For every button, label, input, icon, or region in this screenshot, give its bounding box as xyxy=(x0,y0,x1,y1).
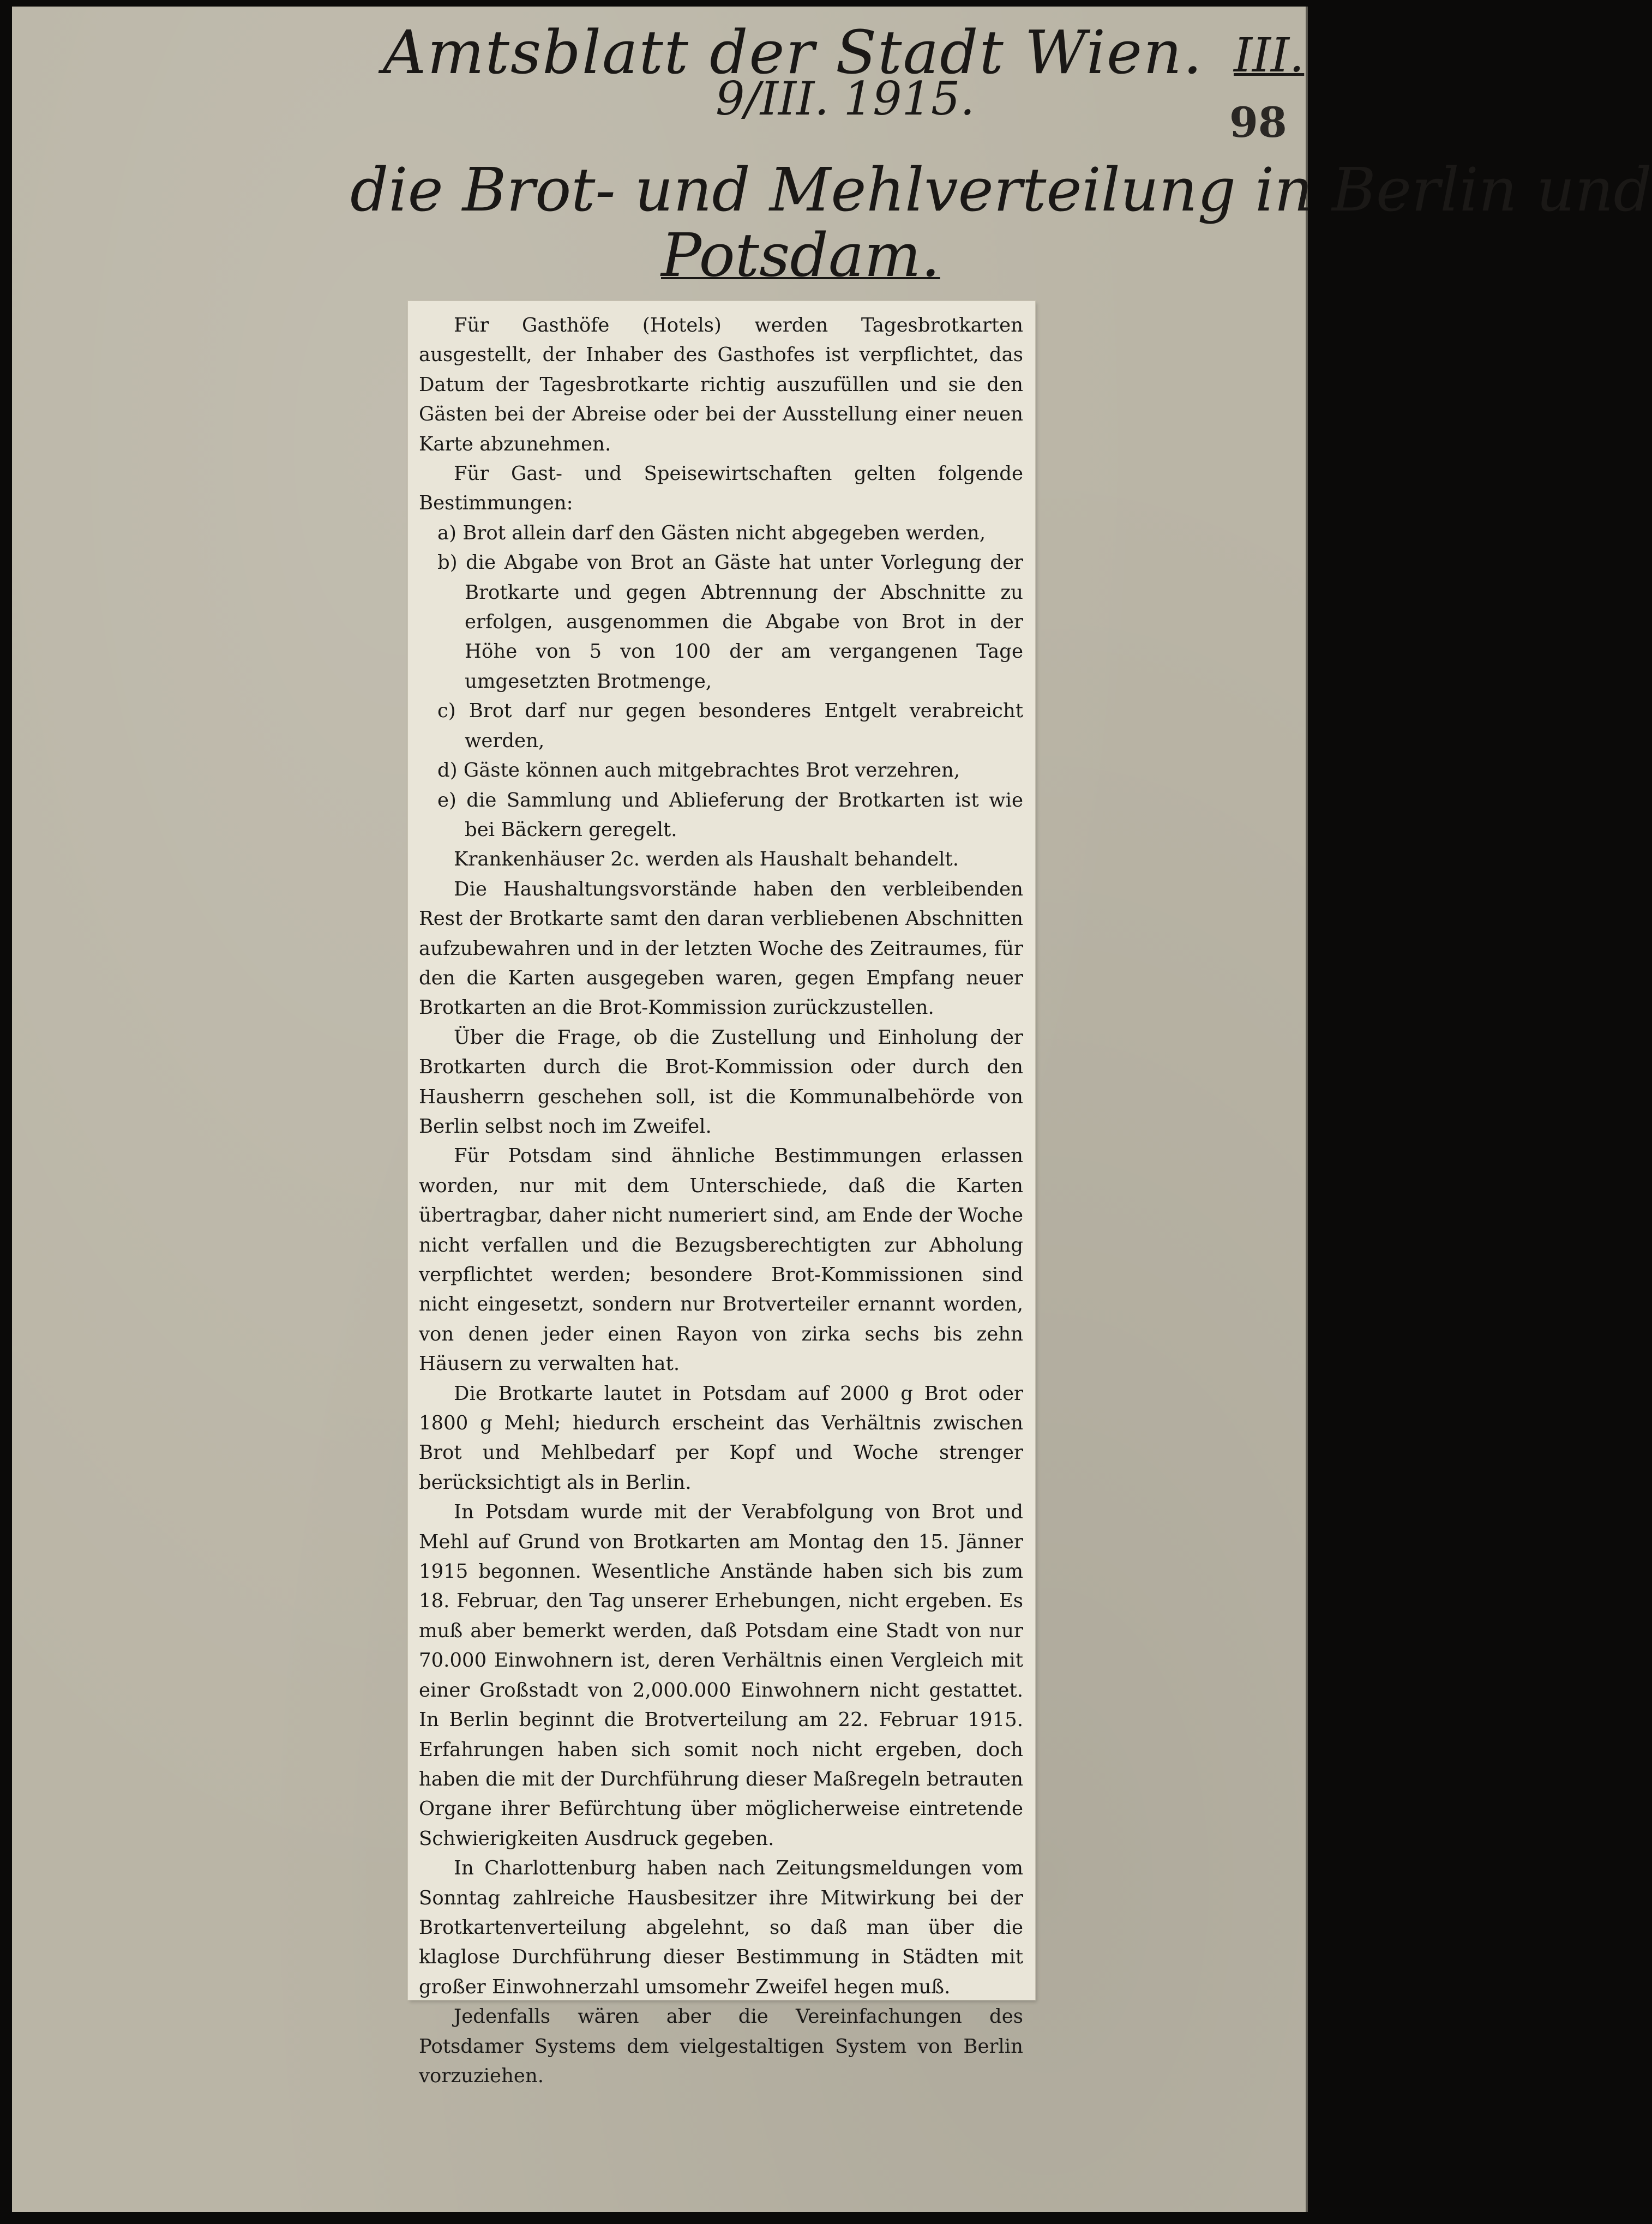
list-item-c: c) Brot darf nur gegen besonderes Entgelt verabreicht werden, xyxy=(437,700,1023,752)
newspaper-clipping xyxy=(408,301,1035,2087)
paragraph-potsdam-experience: In Potsdam wurde mit der Verabfolgung von Brot und Mehl auf Grund von Brotkarten am Montag den 15. Jänner 1915 begonnen. Wesentliche Anstände haben sich bis zum 18. Februar, den Tag unserer Erhebungen, nicht ergeben. Es muß aber bemerkt werden, daß Potsdam eine Stadt von nur 70.000 Einwohnern ist, deren Verhältnis einen Vergleich mit einer Großstadt von 2,000.000 Einwohnern nicht gestattet. In Berlin beginnt die Brotverteilung am 22. Februar 1915. Erfahrungen haben sich somit noch nicht ergeben, doch haben die mit der Durchführung dieser Maßregeln betrauten Organe ihrer Befürchtung über möglicherweise eintretende Schwierigkeiten Ausdruck gegeben. xyxy=(419,1501,1023,1850)
list-item-e: e) die Sammlung und Ablieferung der Brotkarten ist wie bei Bäckern geregelt. xyxy=(437,789,1023,841)
handwritten-subject-line-1: die Brot- und Mehlverteilung in Berlin und xyxy=(350,155,1652,225)
list-item-a: a) Brot allein darf den Gästen nicht abgegeben werden, xyxy=(437,521,986,544)
paragraph-potsdam-card: Die Brotkarte lautet in Potsdam auf 2000 g Brot oder 1800 g Mehl; hiedurch erscheint das Verhältnis zwischen Brot und Mehlbedarf per Kopf und Woche strenger berücksichtigt als in Berlin. xyxy=(419,1382,1023,1494)
paragraph-hotels: Für Gasthöfe (Hotels) werden Tagesbrotkarten ausgestellt, der Inhaber des Gasthofes ist verpflichtet, das Datum der Tagesbrotkarte richtig auszufüllen und sie den Gästen bei der Abreise oder bei der Ausstellung einer neuen Karte abzunehmen. xyxy=(419,314,1023,455)
paragraph-hospitals: Krankenhäuser 2c. werden als Haushalt behandelt. xyxy=(454,848,959,871)
paragraph-charlottenburg: In Charlottenburg haben nach Zeitungsmeldungen vom Sonntag zahlreiche Hausbesitzer ihre Mitwirkung bei der Brotkartenverteilung abgelehnt, so daß man über die klaglose Durchführung dieser Bestimmung in Städten mit großer Einwohnerzahl umsomehr Zweifel hegen muß. xyxy=(419,1857,1023,1998)
list-item-d: d) Gäste können auch mitgebrachtes Brot verzehren, xyxy=(437,759,960,782)
paragraph-potsdam-rules: Für Potsdam sind ähnliche Bestimmungen erlassen worden, nur mit dem Unterschiede, daß die Karten übertragbar, daher nicht numeriert sind, am Ende der Woche nicht verfallen und die Bezugsberechtigten zur Abholung verpflichtet werden; besondere Brot-Kommissionen sind nicht eingesetzt, sondern nur Brotverteiler ernannt worden, von denen jeder einen Rayon von zirka sechs bis zehn Häusern zu verwalten hat. xyxy=(419,1145,1023,1375)
page-number: 98 xyxy=(1229,98,1287,147)
list-item-b: b) die Abgabe von Brot an Gäste hat unter Vorlegung der Brotkarte und gegen Abtrennung der Abschnitte zu erfolgen, ausgenommen die Abgabe von Brot in der Höhe von 5 von 100 der am vergangenen Tage umgesetzten Brotmenge, xyxy=(437,551,1023,693)
paragraph-household-heads: Die Haushaltungsvorstände haben den verbleibenden Rest der Brotkarte samt den daran verbliebenen Abschnitten aufzubewahren und in der letzten Woche des Zeitraumes, für den die Karten ausgegeben waren, gegen Empfang neuer Brotkarten an die Brot-Kommission zurückzustellen. xyxy=(419,877,1023,1019)
handwritten-roman-numeral: III. xyxy=(1234,28,1305,83)
paragraph-delivery-question: Über die Frage, ob die Zustellung und Einholung der Brotkarten durch die Brot-Kommission oder durch den Hausherrn geschehen soll, ist die Kommunalbehörde von Berlin selbst noch im Zweifel. xyxy=(419,1026,1023,1138)
archive-page xyxy=(12,7,1652,2212)
handwritten-title: Amtsblatt der Stadt Wien. xyxy=(383,17,1203,87)
paragraph-conclusion: Jedenfalls wären aber die Vereinfachungen des Potsdamer Systems dem vielgestaltigen System von Berlin vorzuziehen. xyxy=(419,2005,1023,2087)
paragraph-restaurants-intro: Für Gast- und Speisewirtschaften gelten folgende Bestimmungen: xyxy=(419,462,1023,515)
handwritten-date: 9/III. 1915. xyxy=(716,72,975,125)
handwritten-subject-line-2: Potsdam. xyxy=(661,220,940,290)
